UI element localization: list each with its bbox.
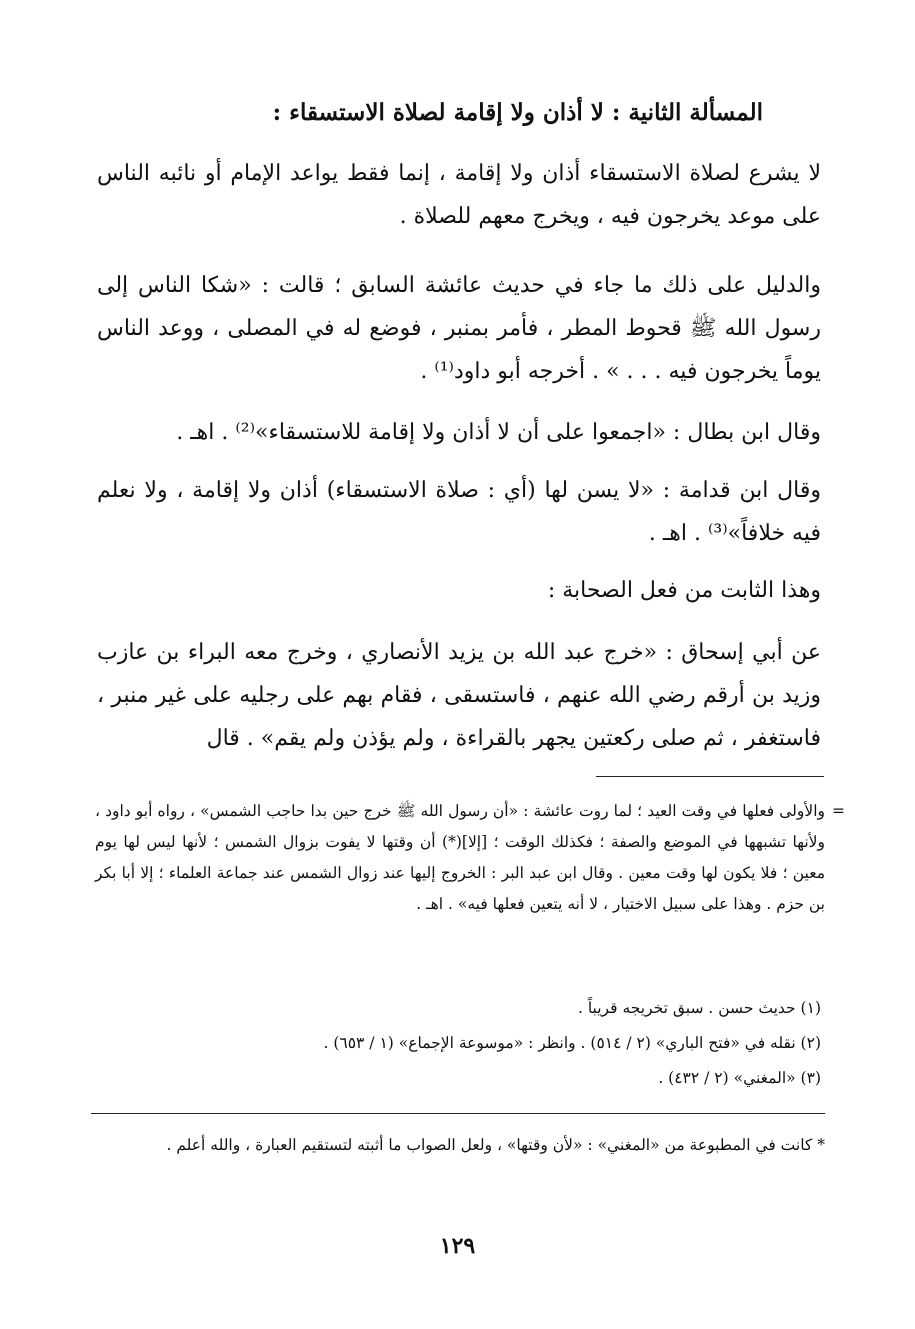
body-paragraph: عن أبي إسحاق : «خرج عبد الله بن يزيد الأنصاري ، وخرج معه البراء بن عازب وزيد بن أرقم رضي الله عنهم ، فاستسقى ، فقام بهم على رجليه على غير منبر ، فاستغفر ، ثم صلى ركعتين يجهر بالقراءة ، ولم يؤذن ولم يقم» . قال xyxy=(97,640,821,751)
footnote-item: (٢) نقله في «فتح الباري» (٢ / ٥١٤) . وانظر : «موسوعة الإجماع» (١ / ٦٥٣) . xyxy=(323,1034,821,1052)
footnote-continuation-text: والأولى فعلها في وقت العيد ؛ لما روت عائشة : «أن رسول الله ﷺ خرج حين بدا حاجب الشمس» ، رواه أبو داود ، ولأنها تشبهها في الموضع والصفة ؛ فكذلك الوقت ؛ [إلا](*) أن وقتها لا يفوت بزوال الشمس ؛ لأنها ليس لها يوم معين ؛ فلا يكون لها وقت معين . وقال ابن عبد البر : الخروج إليها عند زوال الشمس عند جماعة العلماء ؛ إلا أبا بكر بن حزم . وهذا على سبيل الاختيار ، لا أنه يتعين فعلها فيه» . اهـ . xyxy=(95,802,825,913)
body-paragraph: والدليل على ذلك ما جاء في حديث عائشة السابق ؛ قالت : «شكا الناس إلى رسول الله ﷺ قحوط المطر ، فأمر بمنبر ، فوضع له في المصلى ، ووعد الناس يوماً يخرجون فيه . . . » . أخرجه أبو داود⁽¹⁾ . xyxy=(97,273,822,384)
footnote-item: (١) حديث حسن . سبق تخريجه قريباً . xyxy=(577,999,821,1017)
footnote-continuation xyxy=(95,796,845,920)
section-heading: المسألة الثانية : لا أذان ولا إقامة لصلاة الاستسقاء : xyxy=(272,99,763,126)
body-paragraph: وقال ابن بطال : «اجمعوا على أن لا أذان ولا إقامة للاستسقاء»⁽²⁾ . اهـ . xyxy=(176,420,821,445)
continuation-mark: = xyxy=(832,802,845,820)
footnote-item: (٣) «المغني» (٢ / ٤٣٢) . xyxy=(658,1069,821,1087)
footnote-separator xyxy=(596,776,824,777)
body-paragraph: وقال ابن قدامة : «لا يسن لها (أي : صلاة الاستسقاء) أذان ولا إقامة ، ولا نعلم فيه خلافاً»⁽³⁾ . اهـ . xyxy=(97,478,821,546)
editor-note-separator xyxy=(91,1113,825,1114)
body-paragraph: وهذا الثابت من فعل الصحابة : xyxy=(547,578,821,603)
footnotes-list xyxy=(121,991,821,1096)
editor-note: * كانت في المطبوعة من «المغني» : «لأن وقتها» ، ولعل الصواب ما أثبته لتستقيم العبارة ، والله أعلم . xyxy=(166,1136,825,1154)
page-number: ١٢٩ xyxy=(439,1233,476,1259)
body-paragraph: لا يشرع لصلاة الاستسقاء أذان ولا إقامة ، إنما فقط يواعد الإمام أو نائبه الناس على موعد يخرجون فيه ، ويخرج معهم للصلاة . xyxy=(97,161,821,229)
